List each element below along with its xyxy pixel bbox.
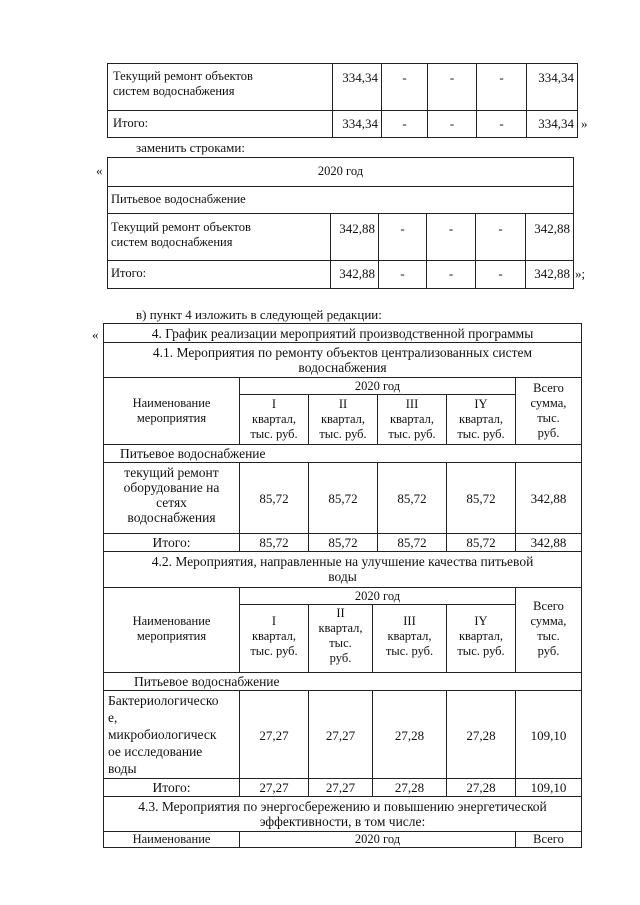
column-header-q4: IY квартал, тыс. руб. — [457, 614, 505, 658]
year-header: 2020 год — [354, 589, 401, 603]
value-cell: 342,88 — [534, 266, 570, 281]
value-cell: 109,10 — [530, 780, 567, 795]
row-label: Итого: — [152, 535, 191, 550]
row-label: текущий ремонт оборудование на сетях водоснабжения — [123, 465, 220, 525]
row-label-line: Бактериологическо — [108, 693, 219, 708]
column-header-q3: III квартал, тыс. руб. — [385, 614, 434, 658]
value-cell: 85,72 — [328, 491, 358, 506]
value-cell: 27,28 — [466, 728, 496, 743]
row-label: Итого: — [152, 780, 191, 795]
value-cell: 27,27 — [259, 728, 289, 743]
column-header-q3: III квартал, тыс. руб. — [388, 397, 436, 441]
value-cell: - — [449, 116, 455, 131]
column-header-q2: II квартал, тыс. руб. — [318, 606, 363, 665]
value-cell: 27,27 — [259, 780, 289, 795]
row-label: Итого: — [113, 116, 149, 130]
value-cell: 85,72 — [466, 491, 496, 506]
column-header-q4: IY квартал, тыс. руб. — [457, 397, 505, 441]
replace-note: заменить строками: — [136, 140, 245, 155]
value-cell: 334,34 — [342, 70, 378, 85]
value-cell: 27,28 — [394, 780, 425, 795]
value-cell: - — [400, 266, 405, 281]
value-cell: 334,34 — [538, 116, 574, 131]
value-cell: - — [402, 116, 407, 131]
year-header: 2020 год — [354, 832, 401, 846]
column-header-total: Всего сумма, тыс. руб. — [530, 381, 567, 440]
section-title-4-2: 4.2. Мероприятия, направленные на улучшение качества питьевой воды — [151, 554, 534, 584]
value-cell: 342,88 — [530, 535, 567, 550]
row-label: Текущий ремонт объектов систем водоснабжения — [113, 69, 253, 98]
value-cell: 342,88 — [530, 491, 567, 506]
value-cell: - — [499, 116, 504, 131]
row-label: Итого: — [111, 266, 147, 280]
value-cell: 85,72 — [466, 535, 496, 550]
row-label-line: ое исследование — [108, 744, 203, 759]
value-cell: - — [400, 221, 405, 236]
year-header: 2020 год — [354, 379, 401, 393]
section-label: Питьевое водоснабжение — [111, 192, 246, 206]
point-note: в) пункт 4 изложить в следующей редакции: — [136, 307, 382, 322]
column-header-q1: I квартал, тыс. руб. — [250, 614, 298, 658]
column-header-q2: II квартал, тыс. руб. — [319, 397, 367, 441]
closing-quote: » — [581, 116, 588, 131]
row-label-line: е, — [108, 710, 118, 725]
closing-quote: »; — [575, 266, 586, 281]
value-cell: 85,72 — [328, 535, 358, 550]
value-cell: - — [498, 266, 503, 281]
value-cell: 27,27 — [325, 728, 356, 743]
section-label: Питьевое водоснабжение — [134, 674, 280, 689]
row-label: Текущий ремонт объектов систем водоснабжения — [111, 220, 251, 249]
value-cell: 334,34 — [538, 70, 574, 85]
value-cell: 85,72 — [259, 491, 289, 506]
column-header-name: Наименование — [132, 832, 211, 846]
value-cell: 342,88 — [534, 221, 570, 236]
opening-quote: « — [92, 327, 99, 342]
value-cell: - — [402, 70, 407, 85]
value-cell: - — [499, 70, 504, 85]
value-cell: 85,72 — [397, 491, 427, 506]
row-label-line: воды — [108, 761, 137, 776]
opening-quote: « — [96, 163, 103, 178]
year-header: 2020 год — [317, 164, 364, 178]
column-header-name: Наименование мероприятия — [132, 614, 211, 643]
column-header-name: Наименование мероприятия — [132, 396, 211, 425]
row-label-line: микробиологическ — [108, 727, 217, 742]
value-cell: 342,88 — [339, 221, 375, 236]
section-label: Питьевое водоснабжение — [120, 446, 266, 461]
value-cell: 85,72 — [259, 535, 289, 550]
value-cell: 27,28 — [466, 780, 496, 795]
value-cell: - — [498, 221, 503, 236]
value-cell: 27,27 — [325, 780, 356, 795]
value-cell: 342,88 — [339, 266, 375, 281]
column-header-q1: I квартал, тыс. руб. — [250, 397, 298, 441]
value-cell: - — [449, 70, 455, 85]
value-cell: 109,10 — [530, 728, 567, 743]
value-cell: 334,34 — [342, 116, 378, 131]
value-cell: 27,28 — [394, 728, 425, 743]
value-cell: 85,72 — [397, 535, 427, 550]
column-header-total: Всего — [533, 832, 564, 846]
value-cell: - — [448, 221, 454, 236]
value-cell: - — [448, 266, 454, 281]
section-title-4-1: 4.1. Мероприятия по ремонту объектов централизованных систем водоснабжения — [152, 345, 533, 375]
schedule-title: 4. График реализации мероприятий производственной программы — [151, 326, 534, 341]
column-header-total: Всего сумма, тыс. руб. — [530, 599, 567, 658]
section-title-4-3: 4.3. Мероприятия по энергосбережению и повышению энергетической эффективности, в том числе: — [138, 799, 547, 829]
